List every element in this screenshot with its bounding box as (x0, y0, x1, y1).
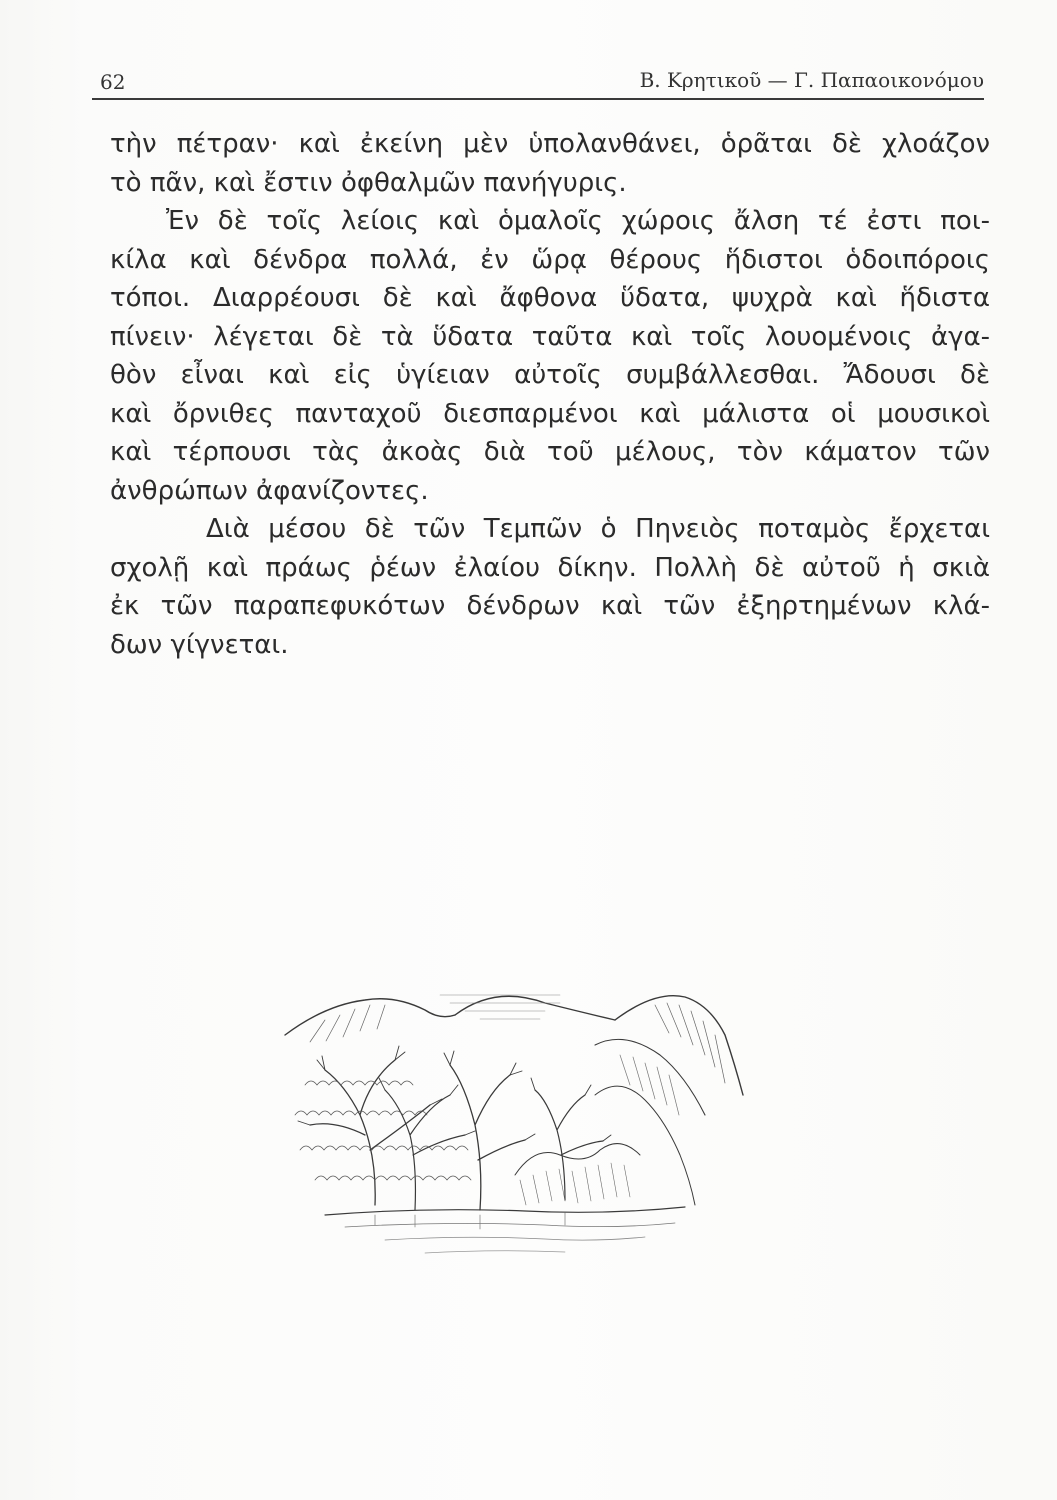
text-line: καὶ ὄρνιθες πανταχοῦ διεσπαρμένοι καὶ μάλιστα οἱ μουσικοὶ (110, 398, 990, 429)
text-line: πίνειν· λέγεται δὲ τὰ ὕδατα ταῦτα καὶ τοῖς λουομένοις ἀγα- (110, 321, 990, 352)
text-line: Ἐν δὲ τοῖς λείοις καὶ ὁμαλοῖς χώροις ἄλση τέ ἐστι ποι- (166, 206, 990, 236)
page-header (92, 58, 984, 100)
text-line: ἐκ τῶν παραπεφυκότων δένδρων καὶ τῶν ἐξηρτημένων κλά- (110, 591, 990, 621)
running-head: Β. Κρητικοῦ — Γ. Παπαοικονόμου (639, 68, 984, 92)
text-line: δων γίγνεται. (110, 629, 289, 660)
page-number: 62 (100, 70, 126, 94)
text-line: τὴν πέτραν· καὶ ἐκείνη μὲν ὑπολανθάνει, ὁρᾶται δὲ χλοάζον (110, 129, 990, 159)
text-line: τόποι. Διαρρέουσι δὲ καὶ ἄφθονα ὕδατα, ψυχρὰ καὶ ἥδιστα (110, 283, 990, 313)
text-line: τὸ πᾶν, καὶ ἔστιν ὀφθαλμῶν πανήγυρις. (110, 167, 627, 198)
text-line: σχολῇ καὶ πράως ῥέων ἐλαίου δίκην. Πολλὴ δὲ αὐτοῦ ἡ σκιὰ (110, 552, 990, 583)
text-line: ἀνθρώπων ἀφανίζοντες. (110, 475, 429, 506)
text-line: θὸν εἶναι καὶ εἰς ὑγίειαν αὐτοῖς συμβάλλεσθαι. Ἄδουσι δὲ (110, 360, 990, 390)
text-line: κίλα καὶ δένδρα πολλά, ἐν ὥρᾳ θέρους ἥδιστοι ὁδοιπόροις (110, 244, 990, 275)
landscape-engraving-icon (265, 975, 745, 1265)
body-text (110, 125, 990, 664)
text-line: καὶ τέρπουσι τὰς ἀκοὰς διὰ τοῦ μέλους, τὸν κάματον τῶν (110, 437, 990, 467)
text-line: Διὰ μέσου δὲ τῶν Τεμπῶν ὁ Πηνειὸς ποταμὸς ἔρχεται (206, 514, 990, 544)
